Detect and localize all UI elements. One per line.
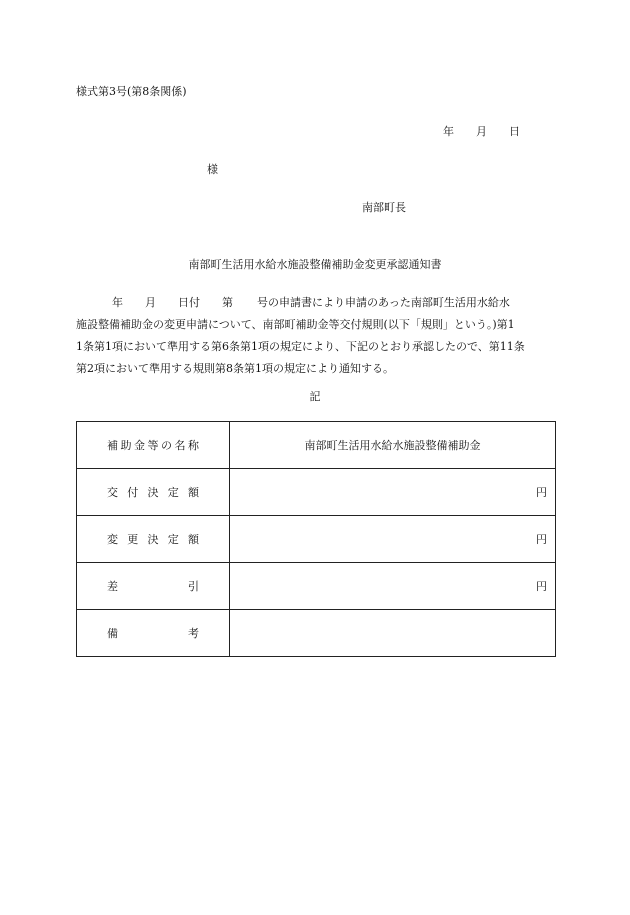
- body-text: [76, 292, 554, 380]
- date-day: 日: [509, 125, 520, 138]
- row-label-difference: 差引: [77, 563, 230, 610]
- table-row: [77, 422, 556, 469]
- row-label-grant-amount: 交付決定額: [77, 469, 230, 516]
- detail-table: [76, 421, 556, 657]
- body-month: 月: [145, 296, 156, 309]
- sender-name: 南部町長: [362, 201, 406, 214]
- body-line-1-rest: 号の申請書により申請のあった南部町生活用水給水: [257, 296, 510, 309]
- ki-heading: 記: [309, 390, 321, 403]
- date-year: 年: [443, 125, 454, 138]
- row-value-subsidy-name: 南部町生活用水給水施設整備補助金: [230, 422, 556, 469]
- row-value-changed-amount: 円: [230, 516, 556, 563]
- table-row: [77, 563, 556, 610]
- body-line-2: 施設整備補助金の変更申請について、南部町補助金等交付規則(以下「規則」という。)第1: [76, 318, 515, 331]
- body-year: 年: [112, 296, 123, 309]
- document-title: 南部町生活用水給水施設整備補助金変更承認通知書: [188, 258, 442, 271]
- body-line-4: 第2項において準用する規則第8条第1項の規定により通知する。: [76, 362, 394, 375]
- body-line-3: 1条第1項において準用する第6条第1項の規定により、下記のとおり承認したので、第11条: [76, 340, 525, 353]
- table-row: [77, 610, 556, 657]
- row-label-changed-amount: 変更決定額: [77, 516, 230, 563]
- row-value-grant-amount: 円: [230, 469, 556, 516]
- date-month: 月: [476, 125, 487, 138]
- table-row: [77, 516, 556, 563]
- table-row: [77, 469, 556, 516]
- row-value-remarks: [230, 610, 556, 657]
- body-day-ref: 日付: [178, 296, 200, 309]
- row-label-remarks: 備考: [77, 610, 230, 657]
- body-number-prefix: 第: [222, 296, 233, 309]
- date-line: [443, 123, 520, 139]
- form-number: 様式第3号(第8条関係): [76, 85, 187, 98]
- row-value-difference: 円: [230, 563, 556, 610]
- body-line-1: [76, 292, 554, 314]
- row-label-subsidy-name: 補助金等の名称: [77, 422, 230, 469]
- addressee-suffix: 様: [207, 163, 218, 176]
